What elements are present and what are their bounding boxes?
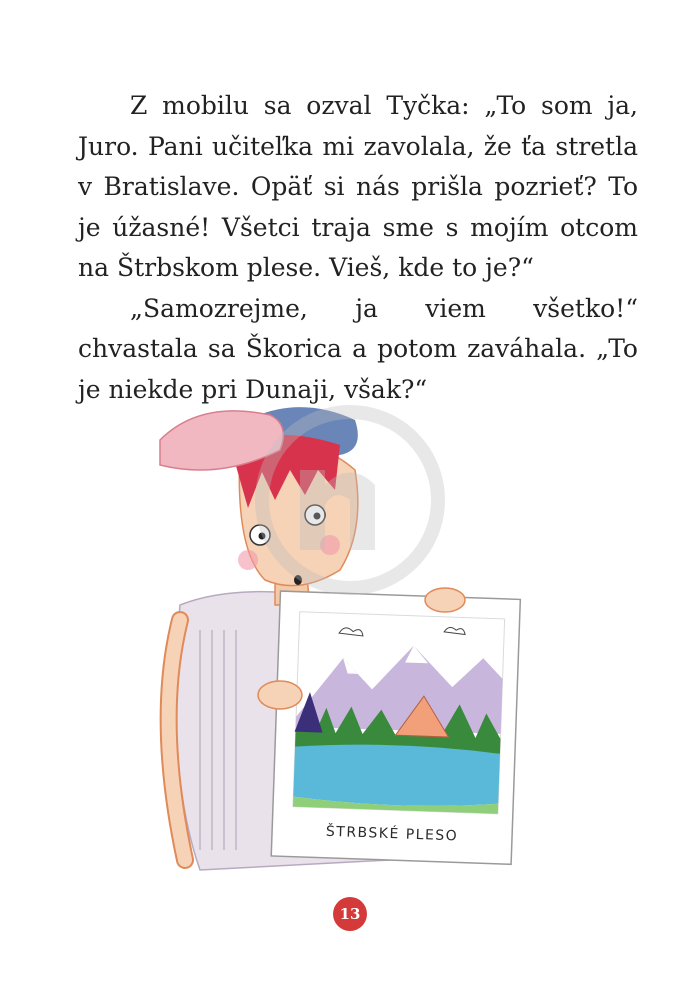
right-hand-shape	[425, 588, 465, 612]
body-text	[78, 86, 638, 410]
paragraph-2: „Samozrejme, ja viem všetko!“ chvastala sa Škorica a potom zaváhala. „To je niekde pri Dunaji, však?“	[78, 293, 638, 404]
lake-shape	[293, 742, 500, 809]
photo-frame	[271, 591, 520, 864]
page-number: 13	[333, 897, 367, 931]
left-hand-shape	[258, 681, 302, 709]
photo-caption: ŠTRBSKÉ PLESO	[325, 823, 459, 845]
boy-holding-photo-illustration	[140, 390, 560, 880]
paragraph-1: Z mobilu sa ozval Tyčka: „To som ja, Juro. Pani učiteľka mi zavolala, že ťa stretla v Bratislave. Opäť si nás prišla pozrieť? To je úžasné! Všetci traja sme s mojím otcom na Štrbskom plese. Vieš, kde to je?“	[78, 91, 638, 282]
